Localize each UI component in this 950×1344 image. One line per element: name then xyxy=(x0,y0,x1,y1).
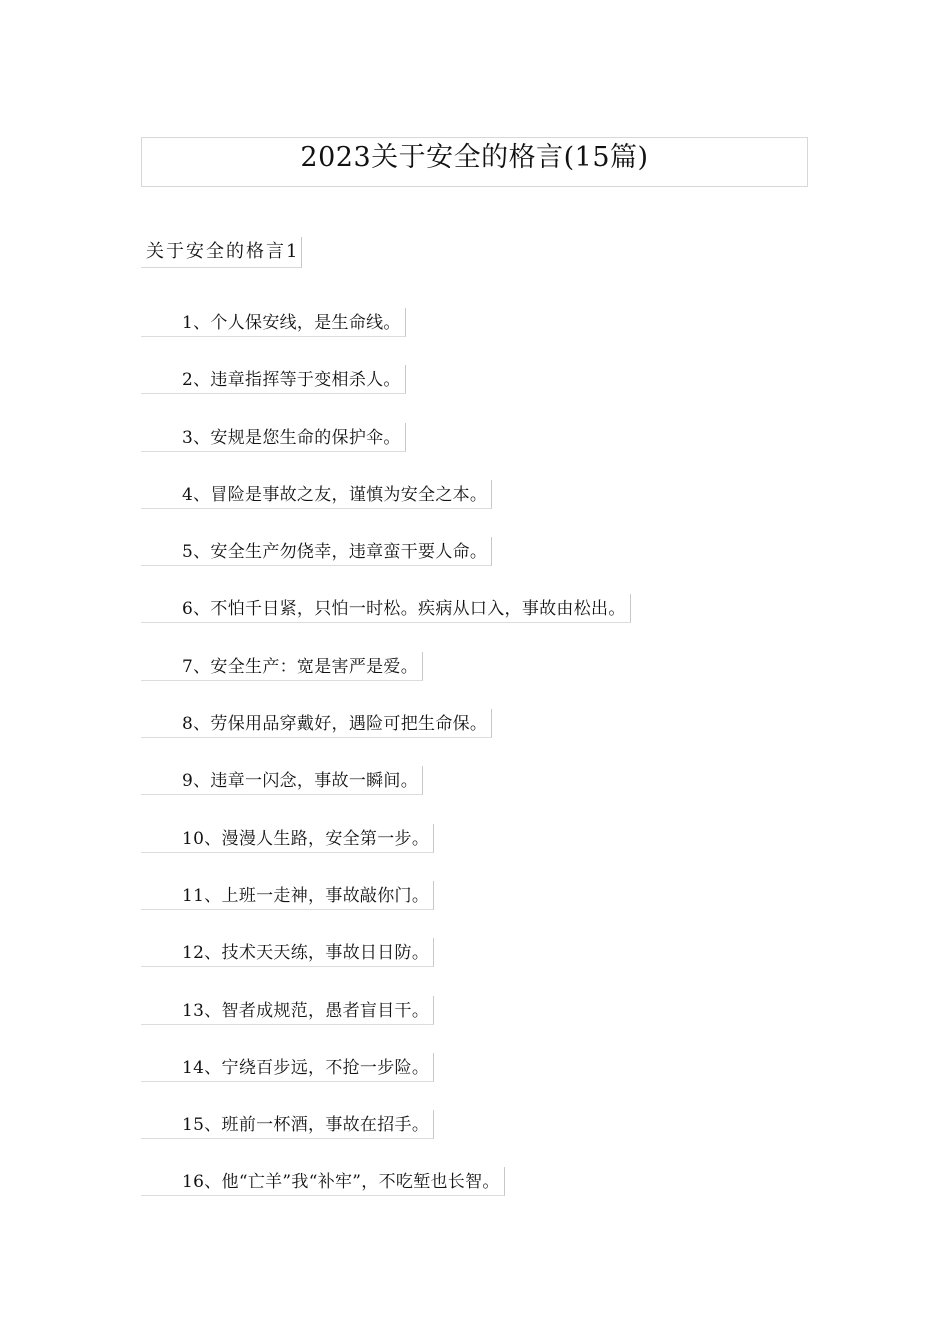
list-item xyxy=(141,652,631,709)
motto-text: 7、安全生产：宽是害严是爱。 xyxy=(141,652,423,681)
motto-text: 13、智者成规范，愚者盲目干。 xyxy=(141,996,434,1025)
motto-text: 8、劳保用品穿戴好，遇险可把生命保。 xyxy=(141,709,492,738)
motto-text: 14、宁绕百步远，不抢一步险。 xyxy=(141,1053,434,1082)
list-item xyxy=(141,824,631,881)
motto-text: 3、安规是您生命的保护伞。 xyxy=(141,423,406,452)
list-item xyxy=(141,881,631,938)
motto-text: 9、违章一闪念，事故一瞬间。 xyxy=(141,766,423,795)
motto-text: 16、他“亡羊”我“补牢”，不吃堑也长智。 xyxy=(141,1167,505,1196)
list-item xyxy=(141,1053,631,1110)
document-title-text: 2023关于安全的格言(15篇) xyxy=(300,142,649,173)
list-item xyxy=(141,594,631,651)
document-title xyxy=(141,137,808,187)
list-item xyxy=(141,938,631,995)
list-item xyxy=(141,365,631,422)
motto-text: 6、不怕千日紧，只怕一时松。疾病从口入，事故由松出。 xyxy=(141,594,631,623)
motto-text: 10、漫漫人生路，安全第一步。 xyxy=(141,824,434,853)
section-heading: 关于安全的格言1 xyxy=(141,237,302,268)
list-item xyxy=(141,537,631,594)
motto-text: 1、个人保安线，是生命线。 xyxy=(141,308,406,337)
motto-text: 12、技术天天练，事故日日防。 xyxy=(141,938,434,967)
list-item xyxy=(141,423,631,480)
list-item xyxy=(141,1167,631,1224)
motto-text: 5、安全生产勿侥幸，违章蛮干要人命。 xyxy=(141,537,492,566)
list-item xyxy=(141,308,631,365)
motto-text: 2、违章指挥等于变相杀人。 xyxy=(141,365,406,394)
motto-text: 15、班前一杯酒，事故在招手。 xyxy=(141,1110,434,1139)
list-item xyxy=(141,1110,631,1167)
list-item xyxy=(141,709,631,766)
motto-list xyxy=(141,308,631,1225)
motto-text: 4、冒险是事故之友，谨慎为安全之本。 xyxy=(141,480,492,509)
list-item xyxy=(141,480,631,537)
list-item xyxy=(141,996,631,1053)
list-item xyxy=(141,766,631,823)
motto-text: 11、上班一走神，事故敲你门。 xyxy=(141,881,434,910)
